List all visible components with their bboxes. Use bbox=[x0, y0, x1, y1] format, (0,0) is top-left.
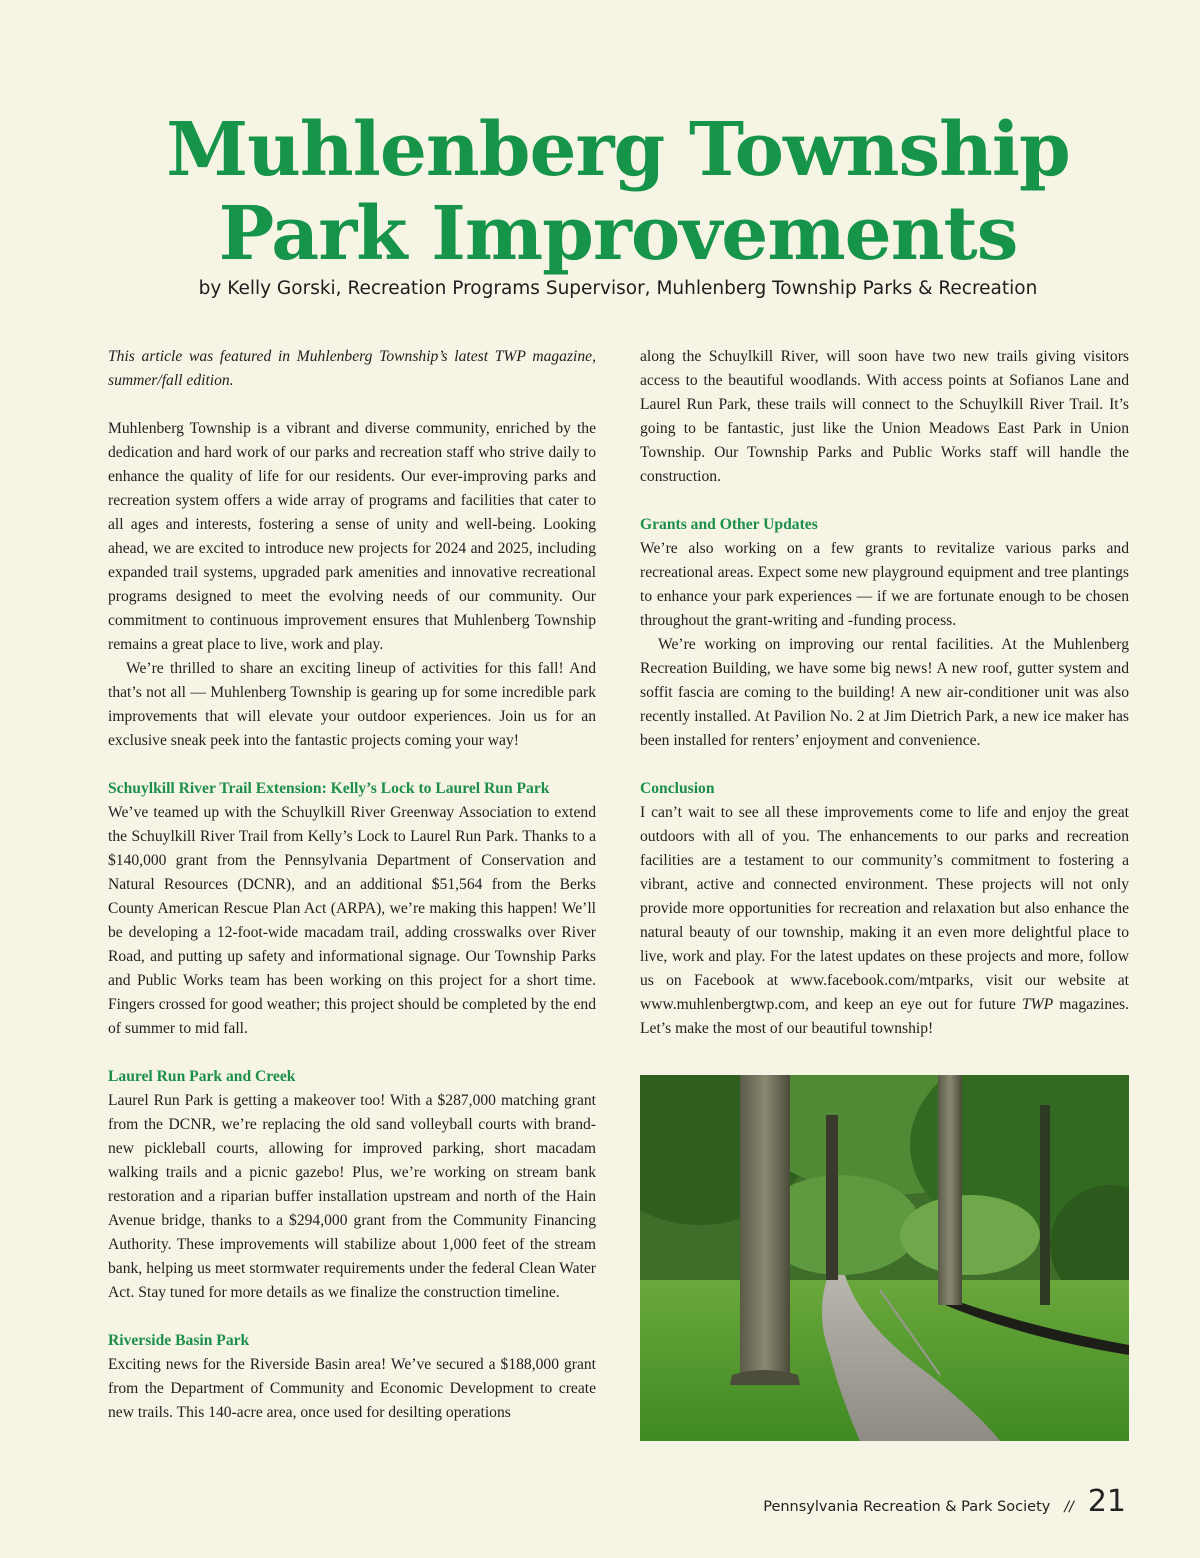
paragraph: We’re working on improving our rental facilities. At the Muhlenberg Recreation Building, we have some big news! A new roof, gutter system and soffit fascia are coming to the building! A new air-conditioner unit was also recently installed. At Pavilion No. 2 at Jim Dietrich Park, a new ice maker has been installed for renters’ enjoyment and convenience. bbox=[640, 636, 1129, 749]
trail-photo bbox=[640, 1075, 1129, 1441]
section-heading-grants: Grants and Other Updates bbox=[640, 516, 818, 533]
paragraph: Exciting news for the Riverside Basin area! We’ve secured a $188,000 grant from the Department of Community and Economic Development to create new trails. This 140-acre area, once used for desilting operations bbox=[108, 1356, 596, 1421]
article-title bbox=[0, 108, 1200, 276]
footer-separator: // bbox=[1064, 1499, 1074, 1515]
byline: by Kelly Gorski, Recreation Programs Supervisor, Muhlenberg Township Parks & Recreation bbox=[198, 278, 1038, 299]
paragraph: We’ve teamed up with the Schuylkill River Greenway Association to extend the Schuylkill River Trail from Kelly’s Lock to Laurel Run Park. Thanks to a $140,000 grant from the Pennsylvania Department of Conservation and Natural Resources (DCNR), and an additional $51,564 from the Berks County American Rescue Plan Act (ARPA), we’re making this happen! We’ll be developing a 12-foot-wide macadam trail, adding crosswalks over River Road, and putting up safety and informational signage. Our Township Parks and Public Works team has been working on this project for a short time. Fingers crossed for good weather; this project should be completed by the end of summer to mid fall. bbox=[108, 804, 596, 1037]
intro-note: This article was featured in Muhlenberg Township’s latest TWP magazine, summer/fall edition. bbox=[108, 348, 596, 389]
paragraph: Muhlenberg Township is a vibrant and diverse community, enriched by the dedication and hard work of our parks and recreation staff who strive daily to enhance the quality of life for our residents. Our ever-improving parks and recreation system offers a wide array of programs and facilities that cater to all ages and interests, fostering a sense of unity and well-being. Looking ahead, we are excited to introduce new projects for 2024 and 2025, including expanded trail systems, upgraded park amenities and innovative recreational programs designed to meet the evolving needs of our community. Our commitment to continuous improvement ensures that Muhlenberg Township remains a great place to live, work and play. bbox=[108, 420, 596, 653]
paragraph: I can’t wait to see all these improvements come to life and enjoy the great outdoors with all of you. The enhancements to our parks and recreation facilities are a testament to our community’s commitment to fostering a vibrant, active and connected environment. These projects will not only provide more opportunities for recreation and relaxation but also enhance the natural beauty of our township, making it an even more delightful place to live, work and play. For the latest updates on these projects and more, follow us on Facebook at www.facebook.com/mtparks, visit our website at www.muhlenbergtwp.com, and keep an eye out for future TWP magazines. Let’s make the most of our beautiful township! bbox=[640, 804, 1130, 1037]
page-footer bbox=[763, 1484, 1126, 1519]
section-heading-riverside-basin: Riverside Basin Park bbox=[108, 1332, 250, 1349]
title-line-1: Muhlenberg Township bbox=[166, 107, 1070, 193]
paragraph: along the Schuylkill River, will soon have two new trails giving visitors access to the beautiful woodlands. With access points at Sofianos Lane and Laurel Run Park, these trails will connect to the Schuylkill River Trail. It’s going to be fantastic, just like the Union Meadows East Park in Union Township. Our Township Parks and Public Works staff will handle the construction. bbox=[640, 348, 1129, 485]
paragraph: We’re also working on a few grants to revitalize various parks and recreational areas. Expect some new playground equipment and tree plantings to enhance your park experiences — if we are fortunate enough to be chosen throughout the grant-writing and -funding process. bbox=[640, 540, 1129, 629]
section-heading-conclusion: Conclusion bbox=[640, 780, 715, 797]
page-number: 21 bbox=[1087, 1484, 1126, 1519]
paragraph: We’re thrilled to share an exciting lineup of activities for this fall! And that’s not all — Muhlenberg Township is gearing up for some incredible park improvements that will elevate your outdoor experiences. Join us for an exclusive sneak peek into the fantastic projects coming your way! bbox=[108, 660, 596, 749]
right-column bbox=[640, 345, 1129, 1041]
title-line-2: Park Improvements bbox=[218, 191, 1018, 277]
paragraph: Laurel Run Park is getting a makeover too! With a $287,000 matching grant from the DCNR, we’re replacing the old sand volleyball courts with brand-new pickleball courts, allowing for improved parking, short macadam walking trails and a picnic gazebo! Plus, we’re working on stream bank restoration and a riparian buffer installation upstream and north of the Hain Avenue bridge, thanks to a $294,000 grant from the Community Financing Authority. These improvements will stabilize about 1,000 feet of the stream bank, helping us meet stormwater requirements under the federal Clean Water Act. Stay tuned for more details as we finalize the construction timeline. bbox=[108, 1092, 596, 1301]
left-column bbox=[108, 345, 596, 1425]
footer-org-name: Pennsylvania Recreation & Park Society bbox=[763, 1499, 1051, 1515]
section-heading-trail-extension: Schuylkill River Trail Extension: Kelly’s Lock to Laurel Run Park bbox=[108, 780, 550, 797]
section-heading-laurel-run: Laurel Run Park and Creek bbox=[108, 1068, 296, 1085]
